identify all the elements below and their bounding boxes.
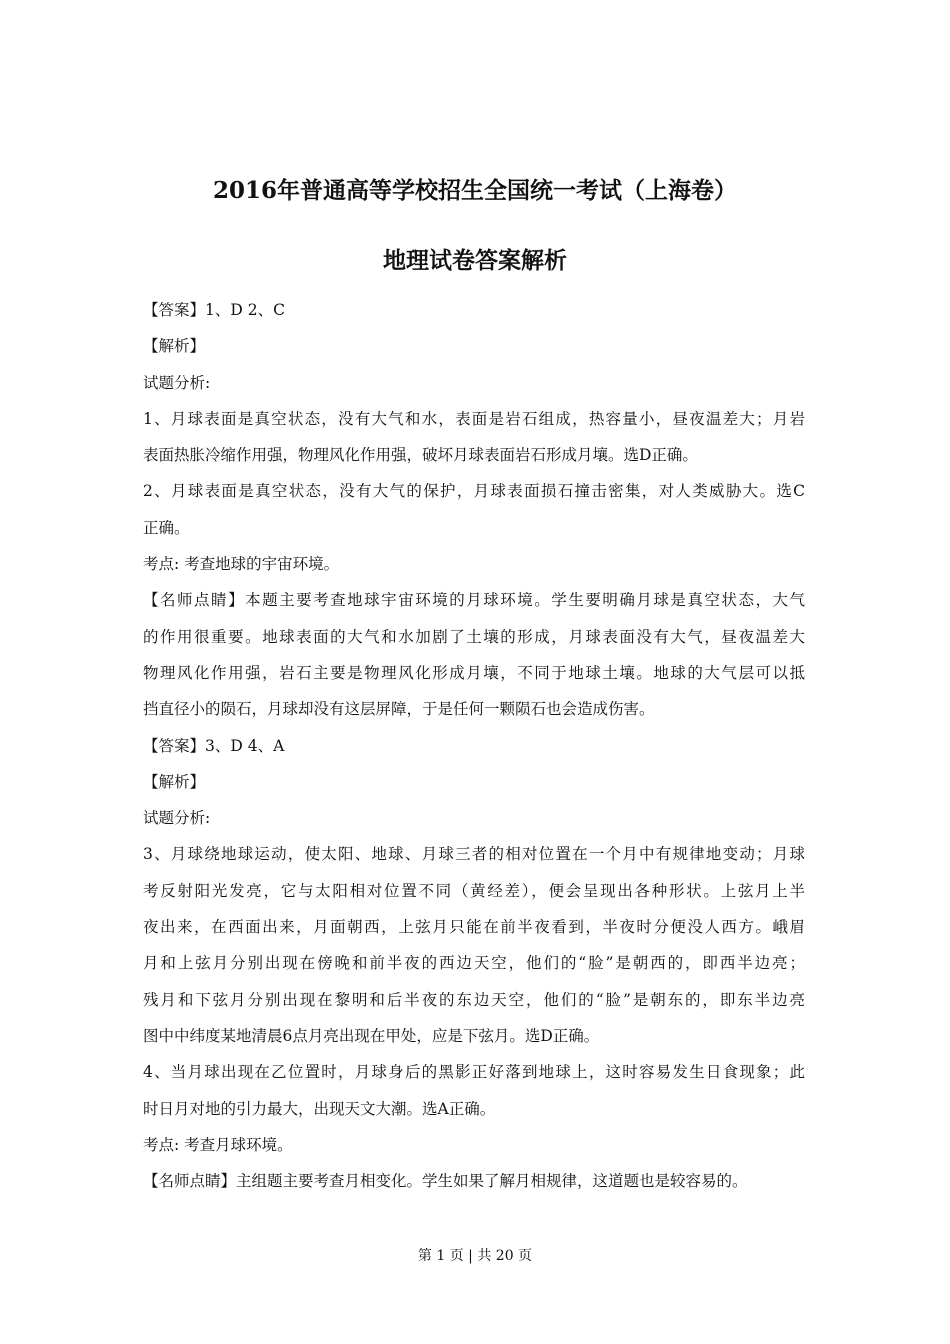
text-line: 月和上弦月分别出现在傍晚和前半夜的西边天空，他们的“脸”是朝西的，即西半边亮； xyxy=(143,954,805,973)
text-line: 【解析】 xyxy=(143,337,206,356)
text-line: 表面热胀冷缩作用强，物理风化作用强，破坏月球表面岩石形成月壤。选D正确。 xyxy=(143,446,698,465)
text-line: 2、月球表面是真空状态，没有大气的保护，月球表面损石撞击密集，对人类威胁大。选C xyxy=(143,482,805,501)
text-line: 正确。 xyxy=(143,518,190,537)
text-line: 试题分析: xyxy=(143,373,211,392)
text-line: 物理风化作用强，岩石主要是物理风化形成月壤，不同于地球土壤。地球的大气层可以抵 xyxy=(143,663,805,682)
text-line: 挡直径小的陨石，月球却没有这层屏障，于是任何一颗陨石也会造成伤害。 xyxy=(143,700,655,719)
text-line: 的作用很重要。地球表面的大气和水加剧了土壤的形成，月球表面没有大气，昼夜温差大 xyxy=(143,627,805,646)
text-line: 【答案】1、D 2、C xyxy=(143,301,285,319)
text-line: 【答案】3、D 4、A xyxy=(143,736,285,755)
text-line: 试题分析: xyxy=(143,809,211,828)
text-line: 【解析】 xyxy=(143,772,206,791)
text-line: 考反射阳光发亮，它与太阳相对位置不同（黄经差），便会呈现出各种形状。上弦月上半 xyxy=(143,881,805,900)
text-line: 图中中纬度某地清晨6点月亮出现在甲处，应是下弦月。选D正确。 xyxy=(143,1026,600,1045)
text-line: 残月和下弦月分别出现在黎明和后半夜的东边天空，他们的“脸”是朝东的，即东半边亮 xyxy=(143,990,805,1009)
text-line: 考点: 考查月球环境。 xyxy=(143,1135,293,1154)
text-line: 3、月球绕地球运动，使太阳、地球、月球三者的相对位置在一个月中有规律地变动；月球 xyxy=(143,845,805,864)
text-line: 【名师点睛】本题主要考查地球宇宙环境的月球环境。学生要明确月球是真空状态，大气 xyxy=(143,591,805,610)
document-subtitle: 地理试卷答案解析 xyxy=(383,247,567,274)
text-line: 1、月球表面是真空状态，没有大气和水，表面是岩石组成，热容量小，昼夜温差大；月岩 xyxy=(143,409,805,428)
document-body xyxy=(143,298,805,1205)
page-footer: 第 1 页 | 共 20 页 xyxy=(417,1248,533,1264)
text-line: 4、当月球出现在乙位置时，月球身后的黑影正好落到地球上，这时容易发生日食现象；此 xyxy=(143,1063,805,1082)
text-line: 时日月对地的引力最大，出现天文大潮。选A正确。 xyxy=(143,1099,496,1118)
document-title: 2016年普通高等学校招生全国统一考试（上海卷） xyxy=(212,177,737,204)
text-line: 【名师点睛】主组题主要考查月相变化。学生如果了解月相规律，这道题也是较容易的。 xyxy=(143,1172,748,1191)
text-line: 考点: 考查地球的宇宙环境。 xyxy=(143,555,340,574)
text-line: 夜出来，在西面出来，月面朝西，上弦月只能在前半夜看到，半夜时分便没人西方。峨眉 xyxy=(143,918,805,937)
